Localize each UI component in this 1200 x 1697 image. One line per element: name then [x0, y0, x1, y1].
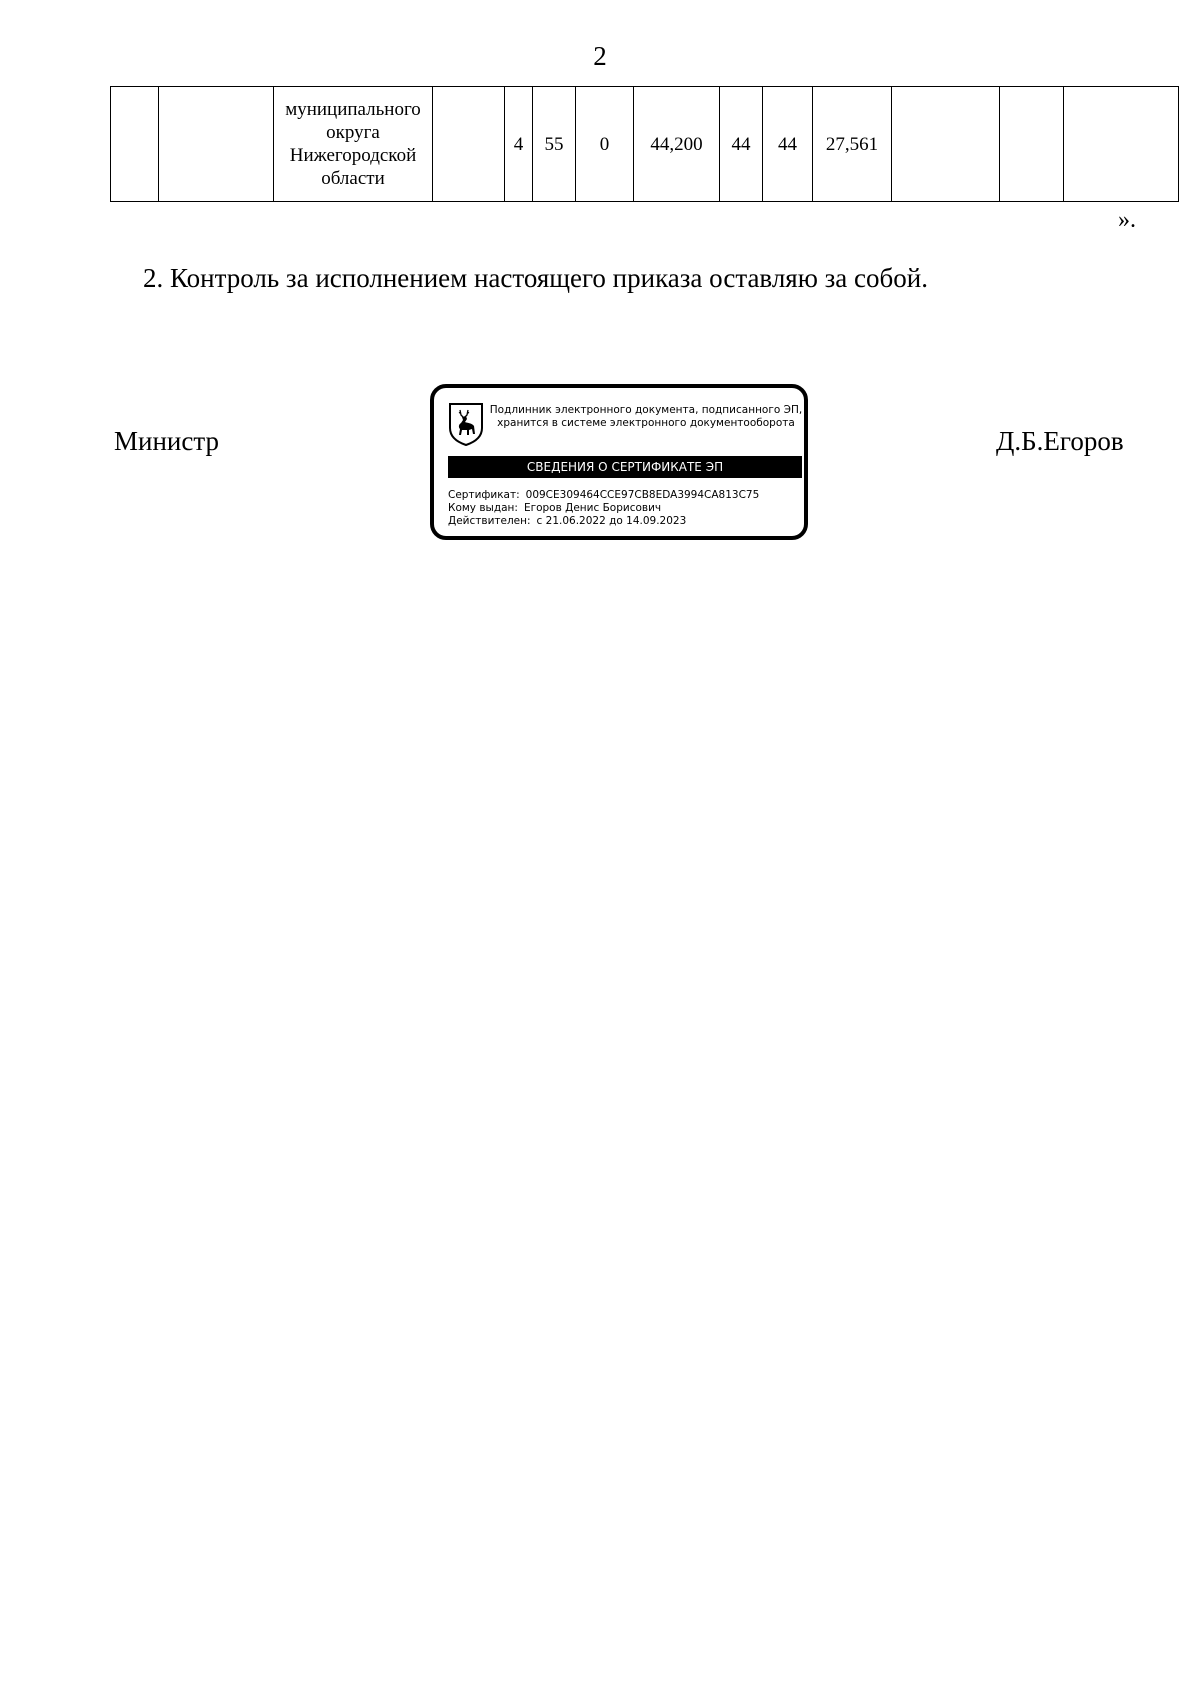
table-cell [433, 87, 505, 202]
closing-quote: ». [1118, 207, 1136, 233]
cell-text-line: округа [326, 122, 380, 143]
page-number: 2 [593, 41, 607, 71]
stamp-details [448, 489, 759, 528]
stamp-title-bar: СВЕДЕНИЯ О СЕРТИФИКАТЕ ЭП [448, 456, 802, 478]
table-cell [111, 87, 159, 202]
continuation-table [110, 86, 1179, 202]
table-cell: 44 [720, 87, 763, 202]
signatory-name: Д.Б.Егоров [996, 426, 1124, 456]
table-cell: 55 [533, 87, 576, 202]
certificate-value: 009CE309464CCE97CB8EDA3994CA813C75 [525, 489, 760, 501]
table-cell [1000, 87, 1064, 202]
validity-value: с 21.06.2022 до 14.09.2023 [536, 515, 687, 527]
table-cell-name [274, 87, 433, 202]
table-cell: 27,561 [813, 87, 892, 202]
stamp-header-line: хранится в системе электронного документооборота [497, 417, 795, 429]
validity-label: Действителен: [448, 515, 531, 527]
table-cell: 44,200 [634, 87, 720, 202]
cell-text-line: муниципального [285, 99, 421, 120]
issued-to-value: Егоров Денис Борисович [523, 502, 662, 514]
table-cell: 0 [576, 87, 634, 202]
paragraph-control: 2. Контроль за исполнением настоящего приказа оставляю за собой. [143, 263, 928, 293]
issued-to-row [448, 502, 759, 515]
coat-of-arms-deer-icon [448, 402, 484, 446]
electronic-signature-stamp [430, 384, 808, 540]
certificate-label: Сертификат: [448, 489, 520, 501]
signatory-position: Министр [114, 426, 219, 456]
table-cell [159, 87, 274, 202]
validity-row [448, 515, 759, 528]
cell-text-line: области [321, 168, 385, 189]
table-row [111, 87, 1179, 202]
certificate-row [448, 489, 759, 502]
table-cell [1064, 87, 1179, 202]
table-cell [892, 87, 1000, 202]
stamp-header [486, 404, 806, 430]
table-cell: 4 [505, 87, 533, 202]
cell-text-line: Нижегородской [289, 145, 417, 166]
table-cell: 44 [763, 87, 813, 202]
stamp-header-line: Подлинник электронного документа, подписанного ЭП, [489, 404, 803, 416]
issued-to-label: Кому выдан: [448, 502, 518, 514]
